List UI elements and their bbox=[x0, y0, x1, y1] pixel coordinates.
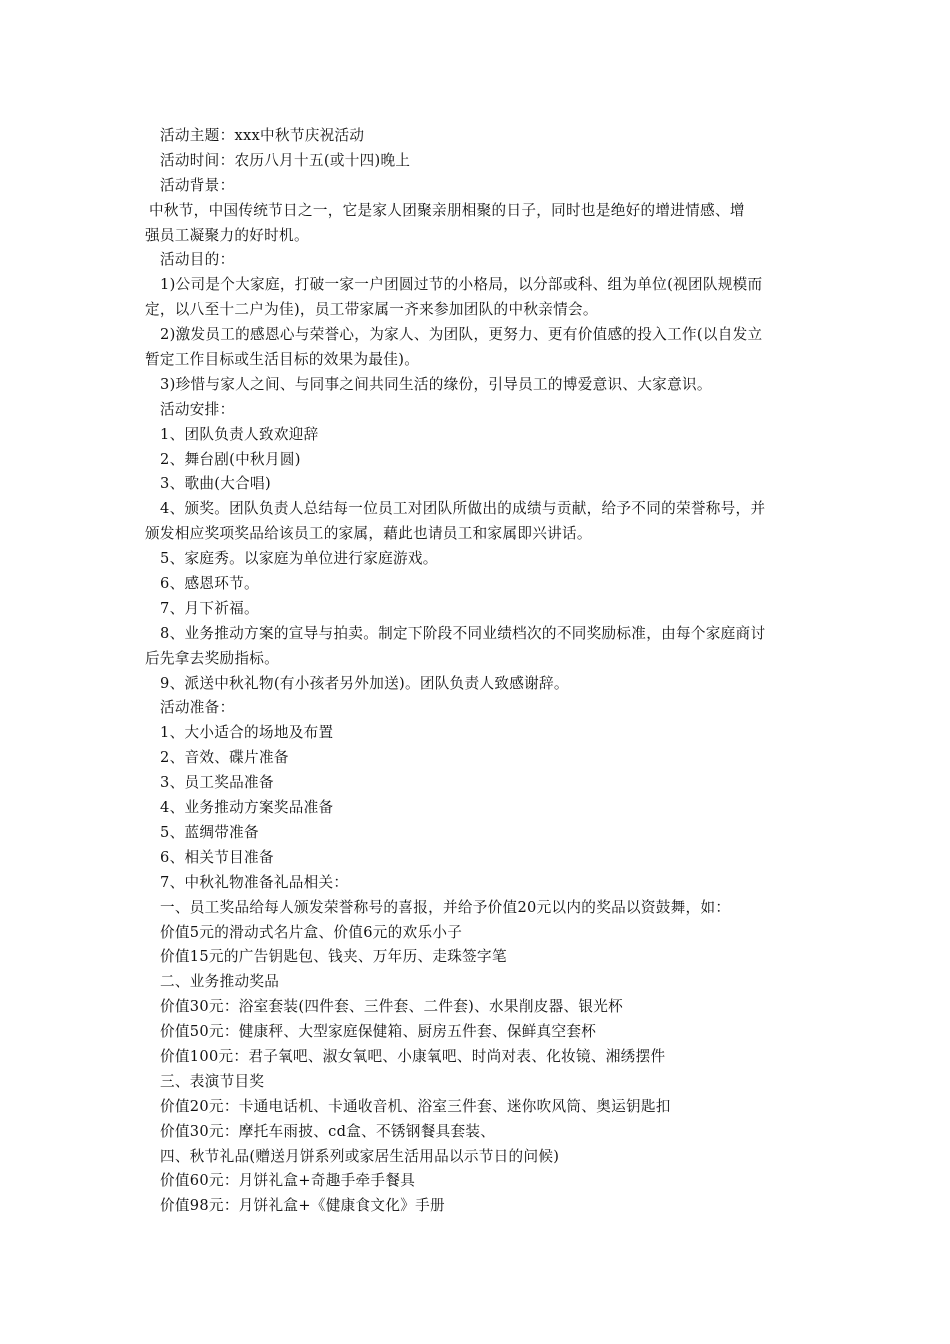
text-line: 4、业务推动方案奖品准备 bbox=[160, 799, 334, 817]
text-line: 5、蓝绸带准备 bbox=[160, 823, 259, 841]
text-line: 活动时间：农历八月十五(或十四)晚上 bbox=[160, 151, 411, 169]
text-line: 价值98元：月饼礼盒+《健康食文化》手册 bbox=[160, 1197, 445, 1215]
text-line: 强员工凝聚力的好时机。 bbox=[145, 226, 309, 244]
text-line: 6、相关节目准备 bbox=[160, 848, 274, 866]
text-line: 4、颁奖。团队负责人总结每一位员工对团队所做出的成绩与贡献，给予不同的荣誉称号，并 bbox=[160, 500, 766, 518]
text-line: 1、团队负责人致欢迎辞 bbox=[160, 425, 319, 443]
text-line: 9、派送中秋礼物(有小孩者另外加送)。团队负责人致感谢辞。 bbox=[160, 674, 569, 692]
text-line: 活动准备： bbox=[160, 699, 235, 717]
text-line: 二、业务推动奖品 bbox=[160, 973, 280, 991]
text-line: 3)珍惜与家人之间、与同事之间共同生活的缘份，引导员工的博爱意识、大家意识。 bbox=[160, 375, 712, 393]
text-line: 1、大小适合的场地及布置 bbox=[160, 724, 334, 742]
text-line: 一、员工奖品给每人颁发荣誉称号的喜报，并给予价值20元以内的奖品以资鼓舞，如： bbox=[160, 898, 731, 916]
text-line: 价值5元的滑动式名片盒、价值6元的欢乐小子 bbox=[160, 923, 463, 941]
text-line: 活动主题：xxx中秋节庆祝活动 bbox=[160, 127, 365, 144]
text-line: 8、业务推动方案的宣导与拍卖。制定下阶段不同业绩档次的不同奖励标准，由每个家庭商讨 bbox=[160, 624, 766, 642]
text-line: 中秋节，中国传统节日之一，它是家人团聚亲朋相聚的日子，同时也是绝好的增进情感、增 bbox=[149, 201, 745, 219]
text-line: 四、秋节礼品(赠送月饼系列或家居生活用品以示节日的问候) bbox=[160, 1147, 560, 1165]
text-line: 7、月下祈福。 bbox=[160, 599, 259, 617]
text-line: 价值50元：健康秤、大型家庭保健箱、厨房五件套、保鲜真空套杯 bbox=[160, 1023, 597, 1041]
text-line: 价值60元：月饼礼盒+奇趣手牵手餐具 bbox=[160, 1172, 416, 1190]
text-line: 价值15元的广告钥匙包、钱夹、万年历、走珠签字笔 bbox=[160, 948, 507, 966]
text-line: 后先拿去奖励指标。 bbox=[145, 649, 280, 667]
text-line: 6、感恩环节。 bbox=[160, 575, 259, 593]
text-line: 活动目的： bbox=[160, 251, 235, 269]
text-line: 定，以八至十二户为佳)，员工带家属一齐来参加团队的中秋亲情会。 bbox=[145, 301, 598, 319]
document-body bbox=[145, 124, 815, 1219]
text-line: 价值20元：卡通电话机、卡通收音机、浴室三件套、迷你吹风筒、奥运钥匙扣 bbox=[160, 1097, 671, 1115]
text-line: 2、舞台剧(中秋月圆) bbox=[160, 450, 301, 468]
text-line: 2)激发员工的感恩心与荣誉心，为家人、为团队，更努力、更有价值感的投入工作(以自发立 bbox=[160, 326, 763, 344]
text-line: 1)公司是个大家庭，打破一家一户团圆过节的小格局，以分部或科、组为单位(视团队规模而 bbox=[160, 276, 763, 294]
text-line: 暂定工作目标或生活目标的效果为最佳)。 bbox=[145, 351, 420, 369]
text-line: 3、歌曲(大合唱) bbox=[160, 475, 271, 493]
text-line: 活动背景： bbox=[160, 176, 235, 194]
text-line: 5、家庭秀。以家庭为单位进行家庭游戏。 bbox=[160, 550, 438, 568]
text-line: 活动安排： bbox=[160, 400, 235, 418]
text-line: 颁发相应奖项奖品给该员工的家属，藉此也请员工和家属即兴讲话。 bbox=[145, 525, 592, 543]
text-line: 价值100元：君子氧吧、淑女氧吧、小康氧吧、时尚对表、化妆镜、湘绣摆件 bbox=[160, 1047, 666, 1065]
text-line: 价值30元：摩托车雨披、cd盒、不锈钢餐具套装、 bbox=[160, 1122, 496, 1140]
text-line: 7、中秋礼物准备礼品相关： bbox=[160, 873, 349, 891]
text-line: 3、员工奖品准备 bbox=[160, 774, 274, 792]
text-line: 三、表演节目奖 bbox=[160, 1072, 265, 1090]
text-line: 价值30元：浴室套装(四件套、三件套、二件套)、水果削皮器、银光杯 bbox=[160, 998, 624, 1016]
text-line: 2、音效、碟片准备 bbox=[160, 749, 289, 767]
